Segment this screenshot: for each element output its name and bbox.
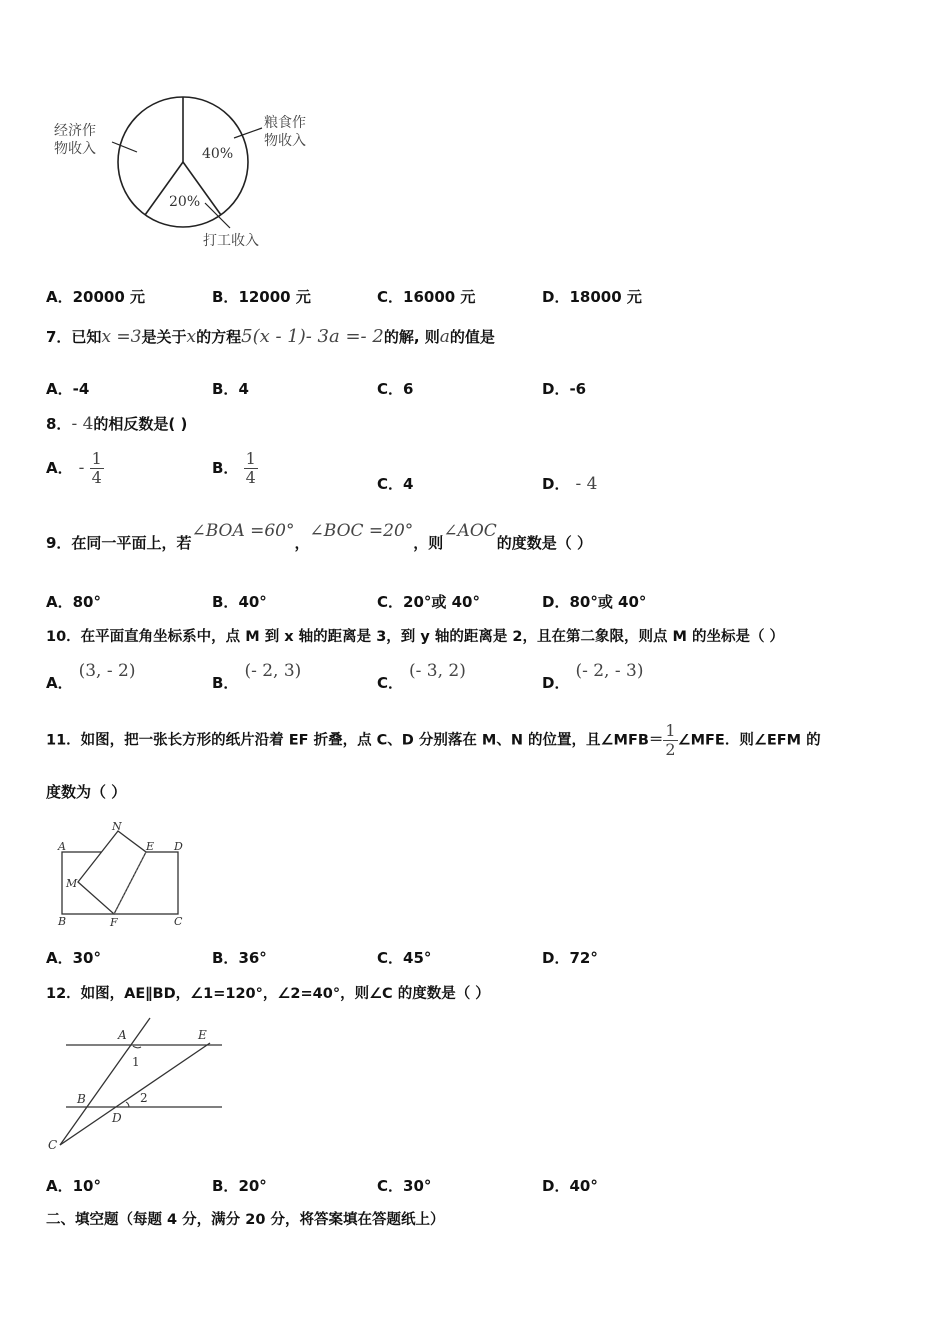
q9-stem: 9．在同一平面上，若∠BOA =60°，∠BOC =20°，则∠AOC的度数是（ ）	[46, 521, 593, 552]
pie-pct-grain: 40%	[202, 146, 234, 162]
q8-option-b[interactable]: B． $\frac{1}{4}$	[212, 449, 256, 487]
pie-leader-right	[234, 128, 262, 138]
q6-option-c[interactable]: C．16000 元	[377, 288, 476, 306]
q10-option-a[interactable]: A．(3, - 2)	[46, 661, 136, 692]
q11-label-e: E	[146, 840, 155, 853]
pie-label-left-2: 物收入	[54, 141, 96, 157]
q11-label-c: C	[174, 915, 183, 928]
q12-angle2-arc	[126, 1102, 129, 1107]
q11-option-b[interactable]: B．36°	[212, 949, 267, 967]
q10-option-c[interactable]: C．(- 3, 2)	[377, 661, 466, 692]
q7-option-a[interactable]: A．-4	[46, 380, 90, 398]
pie-label-left-1: 经济作	[54, 123, 96, 139]
q10-stem: 10．在平面直角坐标系中，点 M 到 x 轴的距离是 3，到 y 轴的距离是 2，且在第二象限，则点 M 的坐标是（ ）	[46, 629, 785, 645]
q12-option-a[interactable]: A．10°	[46, 1177, 101, 1195]
q11-label-b: B	[58, 915, 67, 928]
q12-option-c[interactable]: C．30°	[377, 1177, 432, 1195]
q9-option-a[interactable]: A．80°	[46, 593, 101, 611]
q12-figure	[40, 1015, 230, 1155]
q11-label-a: A	[58, 840, 66, 853]
pie-chart-figure	[40, 90, 330, 260]
q8-option-c[interactable]: C．4	[377, 475, 414, 493]
q11-label-f: F	[110, 916, 118, 929]
q8-option-a-fraction: $\frac{1}{4}$	[91, 449, 102, 487]
q12-stem: 12．如图，AE∥BD，∠1=120°，∠2=40°，则∠C 的度数是（ ）	[46, 986, 490, 1002]
q12-option-d[interactable]: D．40°	[542, 1177, 598, 1195]
q10-option-b[interactable]: B．(- 2, 3)	[212, 661, 302, 692]
q11-figure	[50, 820, 200, 930]
q7-stem: 7．已知x =3是关于x的方程5(x - 1)- 3a =- 2的解, 则a的值是	[46, 326, 495, 347]
q7-option-d[interactable]: D．-6	[542, 380, 587, 398]
q9-option-b[interactable]: B．40°	[212, 593, 267, 611]
q12-label-d: D	[112, 1111, 122, 1125]
q12-label-2: 2	[140, 1091, 148, 1105]
q12-label-b: B	[77, 1092, 86, 1106]
pie-label-right-1: 粮食作	[264, 115, 306, 131]
q11-option-d[interactable]: D．72°	[542, 949, 598, 967]
q6-option-b[interactable]: B．12000 元	[212, 288, 311, 306]
pie-label-right-2: 物收入	[264, 133, 306, 149]
q12-label-e: E	[198, 1028, 207, 1042]
q10-option-d[interactable]: D．(- 2, - 3)	[542, 661, 644, 692]
q11-fraction: $\frac{1}{2}$	[665, 721, 676, 759]
q6-option-d[interactable]: D．18000 元	[542, 288, 642, 306]
q11-option-a[interactable]: A．30°	[46, 949, 101, 967]
q8-option-d[interactable]: D． - 4	[542, 474, 598, 494]
q9-option-c[interactable]: C．20°或 40°	[377, 593, 480, 611]
q7-option-c[interactable]: C．6	[377, 380, 414, 398]
q12-angle1-arc	[133, 1046, 141, 1048]
pie-leader-bottom	[205, 203, 230, 228]
q11-option-c[interactable]: C．45°	[377, 949, 432, 967]
pie-leader-left	[112, 142, 137, 152]
q12-line-ca	[60, 1018, 150, 1145]
q8-stem: 8．- 4的相反数是( )	[46, 414, 188, 434]
q9-option-d[interactable]: D．80°或 40°	[542, 593, 647, 611]
q8-option-b-fraction: $\frac{1}{4}$	[245, 449, 256, 487]
q11-label-d: D	[174, 840, 183, 853]
section2-title: 二、填空题（每题 4 分，满分 20 分，将答案填在答题纸上）	[46, 1212, 445, 1228]
q7-option-b[interactable]: B．4	[212, 380, 249, 398]
q11-stem-line2: 度数为（ ）	[46, 783, 127, 801]
pie-pct-work: 20%	[169, 194, 201, 210]
q11-label-m: M	[66, 877, 78, 890]
q12-label-c: C	[48, 1138, 58, 1152]
q6-option-a[interactable]: A．20000 元	[46, 288, 146, 306]
q11-label-n: N	[112, 820, 122, 833]
q12-option-b[interactable]: B．20°	[212, 1177, 267, 1195]
q8-option-a[interactable]: A． - $\frac{1}{4}$	[46, 449, 102, 487]
q11-folded-part	[78, 831, 146, 914]
q12-label-1: 1	[132, 1055, 140, 1069]
q11-stem: 11．如图，把一张长方形的纸片沿着 EF 折叠，点 C、D 分别落在 M、N 的位置，且∠MFB＝ $\frac{1}{2}$ ∠MFE．则∠EFM 的	[46, 721, 821, 759]
q12-label-a: A	[118, 1028, 127, 1042]
pie-label-bottom: 打工收入	[203, 233, 259, 249]
